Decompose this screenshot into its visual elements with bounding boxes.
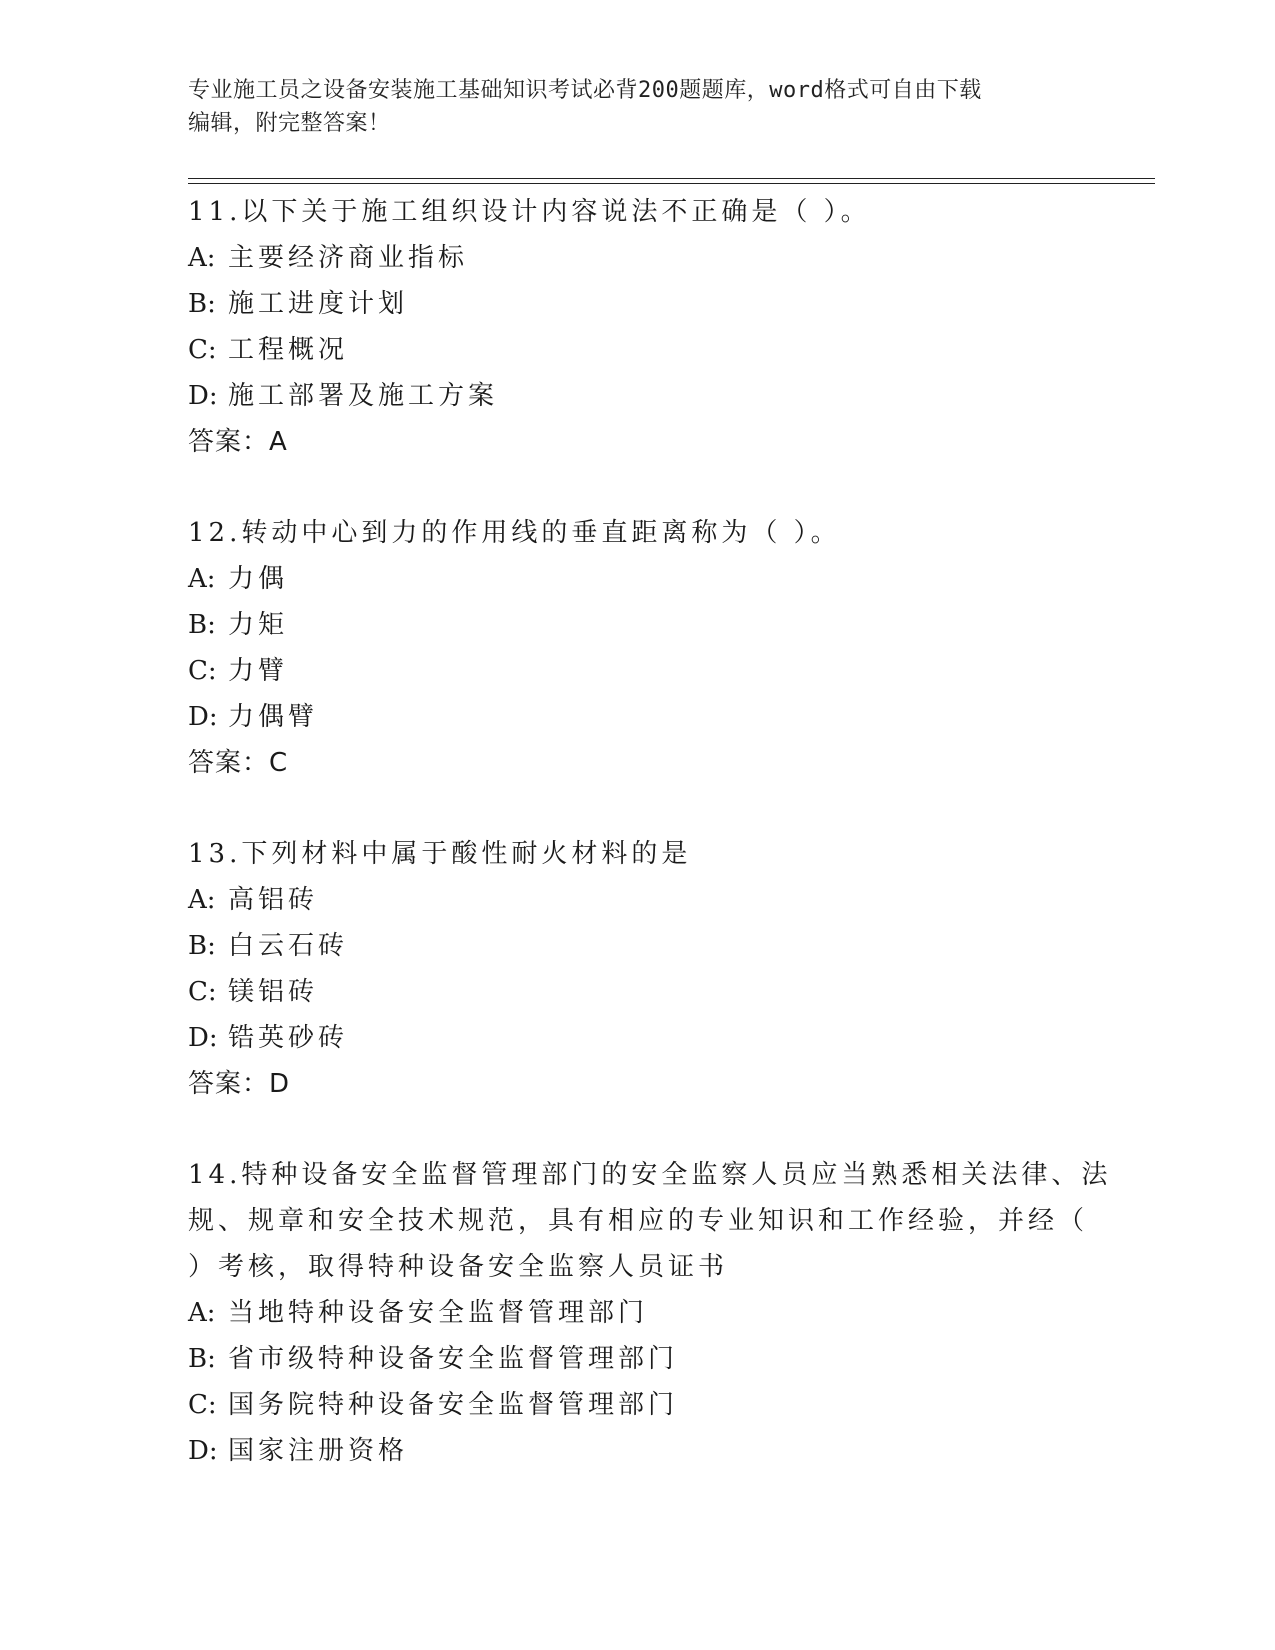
option-text: 主要经济商业指标 [228, 243, 469, 273]
option-text: 国务院特种设备安全监督管理部门 [228, 1390, 679, 1420]
question-stem: 12.转动中心到力的作用线的垂直距离称为（ ）。 [188, 518, 841, 548]
answer-line: 答案：C [188, 748, 289, 778]
option-text: 镁铝砖 [228, 977, 319, 1007]
option-b [188, 281, 1088, 327]
option-c [188, 327, 1088, 373]
question-13 [188, 831, 1088, 1107]
option-text: 锆英砂砖 [228, 1023, 349, 1053]
option-text: 国家注册资格 [228, 1436, 409, 1466]
option-text: 力矩 [228, 610, 289, 640]
question-list [188, 189, 1112, 1519]
option-letter: C: [188, 656, 217, 686]
option-c [188, 1382, 1088, 1428]
header-line-2: 编辑，附完整答案！ [188, 111, 391, 136]
option-text: 白云石砖 [228, 931, 349, 961]
option-d [188, 694, 1088, 740]
question-11 [188, 189, 1088, 465]
header-divider-bottom [188, 183, 1155, 184]
option-letter: A: [188, 1298, 216, 1328]
option-letter: B: [188, 1344, 216, 1374]
question-stem-line-2: 规、规章和安全技术规范，具有相应的专业知识和工作经验，并经（ [188, 1206, 1089, 1236]
option-a [188, 1290, 1088, 1336]
header-divider-top [188, 178, 1155, 179]
option-d [188, 1015, 1088, 1061]
option-letter: B: [188, 931, 216, 961]
option-d [188, 1428, 1088, 1474]
option-text: 当地特种设备安全监督管理部门 [228, 1298, 649, 1328]
option-letter: C: [188, 335, 217, 365]
option-letter: D: [188, 1023, 218, 1053]
option-b [188, 602, 1088, 648]
option-letter: C: [188, 1390, 217, 1420]
option-text: 力偶臂 [228, 702, 319, 732]
option-text: 力偶 [228, 564, 289, 594]
answer-line: 答案：D [188, 1069, 291, 1099]
question-stem: 13.下列材料中属于酸性耐火材料的是 [188, 839, 692, 869]
option-letter: D: [188, 702, 218, 732]
question-12 [188, 510, 1088, 786]
option-text: 施工部署及施工方案 [228, 381, 499, 411]
question-14 [188, 1152, 1112, 1474]
option-letter: D: [188, 381, 218, 411]
option-letter: C: [188, 977, 217, 1007]
option-d [188, 373, 1088, 419]
option-b [188, 923, 1088, 969]
option-text: 高铝砖 [228, 885, 319, 915]
option-letter: D: [188, 1436, 218, 1466]
option-c [188, 969, 1088, 1015]
question-stem-line-3: ）考核，取得特种设备安全监察人员证书 [188, 1252, 729, 1282]
option-c [188, 648, 1088, 694]
option-letter: A: [188, 564, 216, 594]
option-letter: B: [188, 289, 216, 319]
question-stem: 11.以下关于施工组织设计内容说法不正确是（ ）。 [188, 197, 871, 227]
option-a [188, 235, 1088, 281]
option-a [188, 877, 1088, 923]
option-text: 工程概况 [228, 335, 349, 365]
option-b [188, 1336, 1088, 1382]
option-text: 力臂 [228, 656, 289, 686]
option-text: 省市级特种设备安全监督管理部门 [228, 1344, 679, 1374]
option-letter: A: [188, 243, 216, 273]
option-a [188, 556, 1088, 602]
answer-line: 答案：A [188, 427, 288, 457]
question-stem-line-1: 14.特种设备安全监督管理部门的安全监察人员应当熟悉相关法律、法 [188, 1160, 1112, 1190]
option-letter: A: [188, 885, 216, 915]
document-header [188, 74, 1088, 140]
option-text: 施工进度计划 [228, 289, 409, 319]
option-letter: B: [188, 610, 216, 640]
header-line-1: 专业施工员之设备安装施工基础知识考试必背200题题库，word格式可自由下载 [188, 78, 982, 103]
